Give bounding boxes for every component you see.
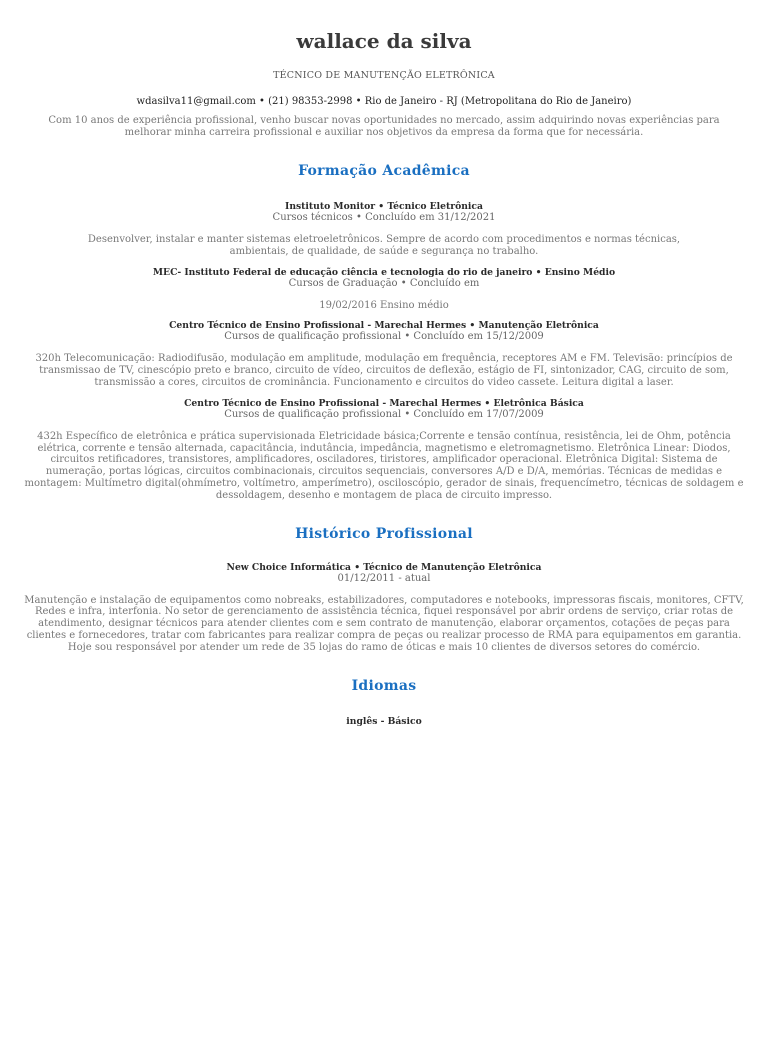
education-item-desc: 19/02/2016 Ensino médio (319, 299, 449, 311)
education-item-sub: Cursos de Graduação • Concluído em (288, 277, 480, 289)
education-item-sub: Cursos de qualificação profissional • Concluído em 17/07/2009 (224, 408, 544, 420)
contact-line: wdasilva11@gmail.com • (21) 98353-2998 • Rio de Janeiro - RJ (Metropolitana do Rio de Janeiro) (136, 96, 632, 107)
section-title-languages: Idiomas (351, 677, 417, 694)
education-item-title: MEC- Instituto Federal de educação ciência e tecnologia do rio de janeiro • Ensino Médio (152, 266, 616, 278)
section-title-education: Formação Acadêmica (298, 163, 470, 179)
education-item-desc: Desenvolver, instalar e manter sistemas eletroeletrônicos. Sempre de acordo com procedimentos e normas técnicas, ambientais, de qualidade, de saúde e segurança no trabalho. (87, 234, 681, 257)
experience-item (24, 562, 744, 654)
education-item-sub: Cursos técnicos • Concluído em 31/12/2021 (272, 212, 496, 223)
education-item-desc: 320h Telecomunicação: Radiodifusão, modulação em amplitude, modulação em frequência, receptores AM e FM. Televisão: princípios de transmissao de TV, cinescópio preto e branco, circuito de vídeo, circuitos de deflexão, estágio de FI, sintonizador, CAG, circuito de som, transmissão a cores, circuitos de crominância. Funcionamento e circuitos do video cassete. Leitura digital a laser. (35, 353, 733, 388)
education-item-title: Centro Técnico de Ensino Profissional - Marechal Hermes • Eletrônica Básica (184, 397, 584, 409)
language-item-title: inglês - Básico (346, 715, 422, 727)
education-item (24, 201, 744, 258)
profile-summary: Com 10 anos de experiência profissional, venho buscar novas oportunidades no mercado, assim adquirindo novas experiências para melhorar minha carreira profissional e auxiliar nos objetivos da empresa da forma que for necessária. (48, 115, 720, 138)
resume-page (0, 28, 768, 727)
education-item (24, 320, 744, 388)
education-item-desc: 432h Específico de eletrônica e prática supervisionada Eletricidade básica;Corrente e tensão contínua, resistência, lei de Ohm, potência elétrica, corrente e tensão alternada, capacitância, indutância, impedância, magnetismo e eletromagnetismo. Eletrônica Linear: Diodos, circuitos retificadores, transistores, amplificadores, osciladores, tiristores, amplificador operacional. Eletrônica Digital: Sistema de numeração, portas lógicas, circuitos combinacionais, circuitos sequenciais, conversores A/D e D/A, memórias. Técnicas de medidas e montagem: Multímetro digital(ohmímetro, voltímetro, amperímetro), osciloscópio, gerador de sinais, frequencímetro, técnicas de soldagem e dessoldagem, desenho e montagem de placa de circuito impresso. (24, 430, 744, 501)
language-item (24, 716, 744, 727)
education-item-title: Instituto Monitor • Técnico Eletrônica (285, 201, 483, 212)
experience-item-desc: Manutenção e instalação de equipamentos como nobreaks, estabilizadores, computadores e notebooks, impressoras fiscais, monitores, CFTV, Redes e infra, interfonia. No setor de gerenciamento de assistência técnica, fiquei responsável por abrir ordens de serviço, criar rotas de atendimento, designar técnicos para atender clientes com e sem contrato de manutenção, elaborar orçamentos, cotações de peças para clientes e fornecedores, tratar com fabricantes para realizar compra de peças ou realizar processo de RMA para equipamentos em garantia. Hoje sou responsável por atender um rede de 35 lojas do ramo de óticas e mais 10 clientes de diversos setores do comércio. (24, 594, 744, 653)
candidate-name: wallace da silva (296, 29, 472, 53)
education-item-title: Centro Técnico de Ensino Profissional - Marechal Hermes • Manutenção Eletrônica (169, 320, 599, 332)
education-item (24, 398, 744, 502)
candidate-role: TÉCNICO DE MANUTENÇÃO ELETRÔNICA (273, 70, 495, 81)
experience-item-date: 01/12/2011 - atual (337, 572, 431, 584)
education-item-sub: Cursos de qualificação profissional • Concluído em 15/12/2009 (224, 331, 544, 343)
section-title-experience: Histórico Profissional (295, 525, 473, 542)
experience-item-title: New Choice Informática • Técnico de Manutenção Eletrônica (226, 561, 542, 573)
education-item (24, 267, 744, 312)
